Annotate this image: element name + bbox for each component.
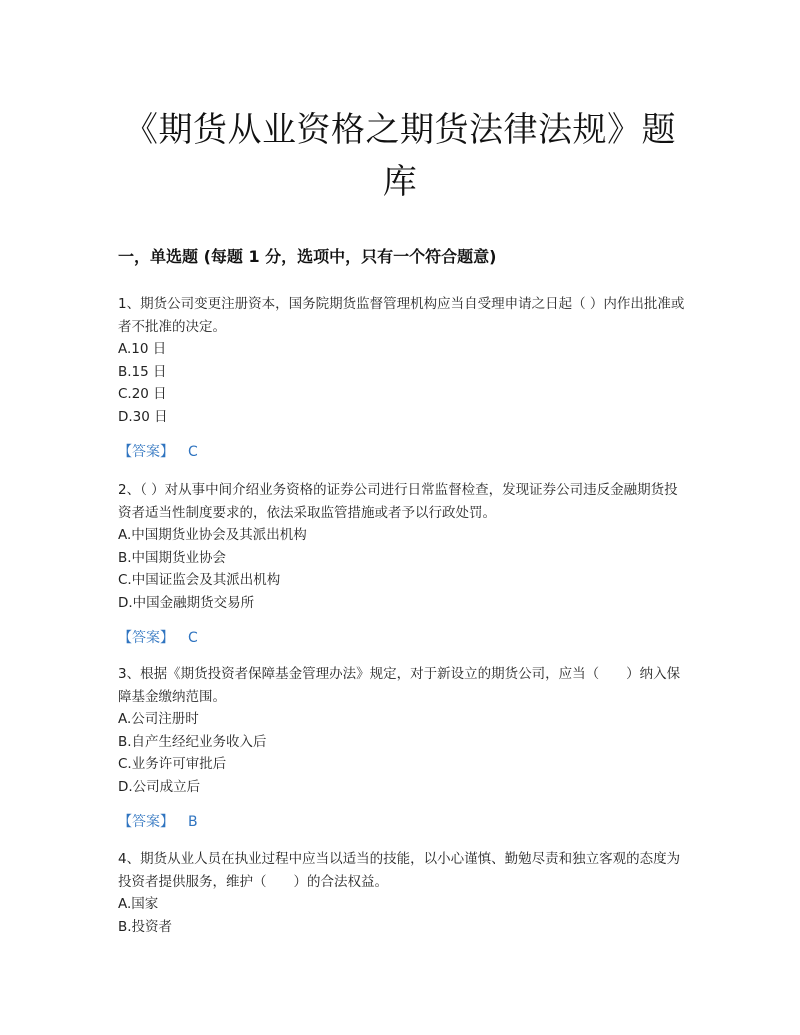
option-b: B.中国期货业协会 (118, 549, 227, 566)
answer-value: B (188, 814, 198, 830)
answer-line (118, 441, 688, 463)
document-title (100, 104, 700, 208)
question-3 (118, 663, 688, 833)
answer-value: C (188, 444, 198, 460)
option-d: D.公司成立后 (118, 778, 201, 795)
answer-label: 【答案】 (118, 630, 174, 646)
option-c: C.中国证监会及其派出机构 (118, 572, 281, 588)
title-line-1: 《期货从业资格之期货法律法规》题 (124, 110, 676, 150)
question-stem: 4、期货从业人员在执业过程中应当以适当的技能，以小心谨慎、勤勉尽责和独立客观的态度为投资者提供服务，维护（ ）的合法权益。 (118, 851, 681, 890)
option-a: A.中国期货业协会及其派出机构 (118, 527, 307, 543)
question-stem: 3、根据《期货投资者保障基金管理办法》规定，对于新设立的期货公司，应当（ ）纳入保障基金缴纳范围。 (118, 666, 681, 705)
option-b: B.15 日 (118, 363, 167, 380)
option-d: D.中国金融期货交易所 (118, 594, 255, 611)
answer-value: C (188, 630, 198, 646)
answer-label: 【答案】 (118, 444, 174, 460)
answer-label: 【答案】 (118, 814, 174, 830)
option-d: D.30 日 (118, 408, 168, 425)
question-1 (118, 293, 688, 463)
option-c: C.20 日 (118, 386, 167, 402)
section-heading: 一，单选题 (每题 1 分，选项中，只有一个符合题意) (118, 247, 497, 266)
title-line-2: 库 (382, 162, 418, 202)
option-a: A.公司注册时 (118, 711, 199, 727)
option-b: B.自产生经纪业务收入后 (118, 733, 267, 750)
option-a: A.国家 (118, 896, 159, 912)
question-stem: 1、期货公司变更注册资本，国务院期货监督管理机构应当自受理申请之日起（ ）内作出批准或者不批准的决定。 (118, 296, 685, 335)
answer-line (118, 811, 688, 833)
option-a: A.10 日 (118, 341, 167, 357)
option-c: C.业务许可审批后 (118, 756, 227, 772)
answer-line (118, 627, 688, 649)
question-4 (118, 848, 688, 938)
question-stem: 2、（ ）对从事中间介绍业务资格的证券公司进行日常监督检查，发现证券公司违反金融期货投资者适当性制度要求的，依法采取监管措施或者予以行政处罚。 (118, 482, 678, 521)
question-2 (118, 479, 688, 649)
option-b: B.投资者 (118, 918, 173, 935)
